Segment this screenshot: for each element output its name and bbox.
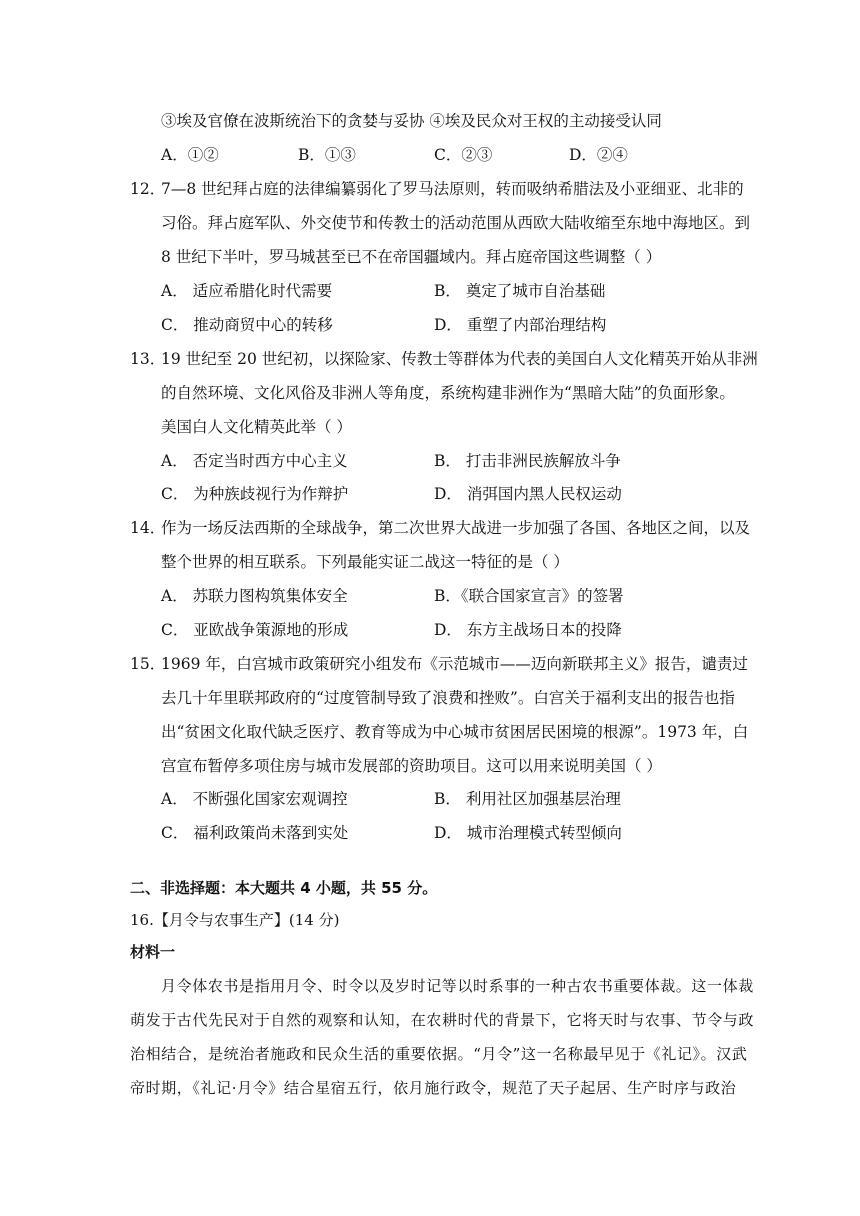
q15-line-2: 去几十年里联邦政府的“过度管制导致了浪费和挫败”。白宫关于福利支出的报告也指 [161,689,735,707]
q14-line-2: 整个世界的相互联系。下列最能实证二战这一特征的是（ ） [161,553,569,571]
q16-title: 16.【月令与农事生产】(14 分) [130,911,340,929]
q11-option-b: B．①③ [298,146,356,164]
q15-option-a: A． 不断强化国家宏观调控 [161,790,348,808]
q13-line-2: 的自然环境、文化风俗及非洲人等角度，系统构建非洲作为“黑暗大陆”的负面形象。 [161,384,735,402]
q12-option-d: D． 重塑了内部治理结构 [434,316,607,334]
q11-option-d: D．②④ [569,146,628,164]
q12-option-b: B． 奠定了城市自治基础 [434,282,606,300]
q12-line-2: 习俗。拜占庭军队、外交使节和传教士的活动范围从西欧大陆收缩至东地中海地区。到 [161,214,751,232]
q12-line-1: 7—8 世纪拜占庭的法律编纂弱化了罗马法原则，转而吸纳希腊法及小亚细亚、北非的 [161,180,744,198]
q15-number: 15． [130,655,166,673]
q13-option-d: D． 消弭国内黑人民权运动 [434,485,622,503]
q13-line-1: 19 世纪至 20 世纪初，以探险家、传教士等群体为代表的美国白人文化精英开始从非洲 [161,350,758,368]
q16-material-label: 材料一 [130,943,176,961]
q14-option-a: A． 苏联力图构筑集体安全 [161,587,348,605]
q14-number: 14． [130,519,166,537]
q15-option-b: B． 利用社区加强基层治理 [434,790,621,808]
q16-material-line-4: 帝时期，《礼记·月令》结合星宿五行，依月施行政令，规范了天子起居、生产时序与政治 [130,1079,737,1097]
q13-option-c: C． 为种族歧视行为作辩护 [161,485,349,503]
q15-line-3: 出“贫困文化取代缺乏医疗、教育等成为中心城市贫困居民困境的根源”。1973 年，白 [161,723,749,741]
q13-option-a: A． 否定当时西方中心主义 [161,452,348,470]
q12-option-a: A． 适应希腊化时代需要 [161,282,333,300]
q12-line-3: 8 世纪下半叶，罗马城甚至已不在帝国疆域内。拜占庭帝国这些调整（ ） [161,248,662,266]
q14-line-1: 作为一场反法西斯的全球战争，第二次世界大战进一步加强了各国、各地区之间，以及 [161,519,751,537]
q14-option-b: B．《联合国家宣言》的签署 [434,587,624,605]
q16-material-line-1: 月令体农书是指用月令、时令以及岁时记等以时系事的一种古农书重要体裁。这一体裁 [161,977,754,995]
q12-number: 12． [130,180,166,198]
q14-option-d: D． 东方主战场日本的投降 [434,621,622,639]
q11-option-a: A．①② [161,146,219,164]
q15-option-d: D． 城市治理模式转型倾向 [434,824,622,842]
q13-number: 13． [130,350,166,368]
q11-option-c: C．②③ [434,146,493,164]
q15-line-4: 宫宣布暂停多项住房与城市发展部的资助项目。这可以用来说明美国（ ） [161,757,662,775]
q11-statement-line: ③埃及官僚在波斯统治下的贪婪与妥协 ④埃及民众对王权的主动接受认同 [161,112,662,130]
section-2-heading: 二、非选择题：本大题共 4 小题，共 55 分。 [130,879,438,897]
q16-material-line-2: 萌发于古代先民对于自然的观察和认知，在农耕时代的背景下，它将天时与农事、节令与政 [130,1011,755,1029]
q14-option-c: C． 亚欧战争策源地的形成 [161,621,349,639]
q16-material-line-3: 治相结合，是统治者施政和民众生活的重要依据。“月令”这一名称最早见于《礼记》。汉武 [130,1045,748,1063]
q13-option-b: B． 打击非洲民族解放斗争 [434,452,621,470]
q13-line-3: 美国白人文化精英此举（ ） [161,418,352,436]
q12-option-c: C． 推动商贸中心的转移 [161,316,333,334]
q15-option-c: C． 福利政策尚未落到实处 [161,824,349,842]
q15-line-1: 1969 年，白宫城市政策研究小组发布《示范城市——迈向新联邦主义》报告，谴责过 [161,655,748,673]
